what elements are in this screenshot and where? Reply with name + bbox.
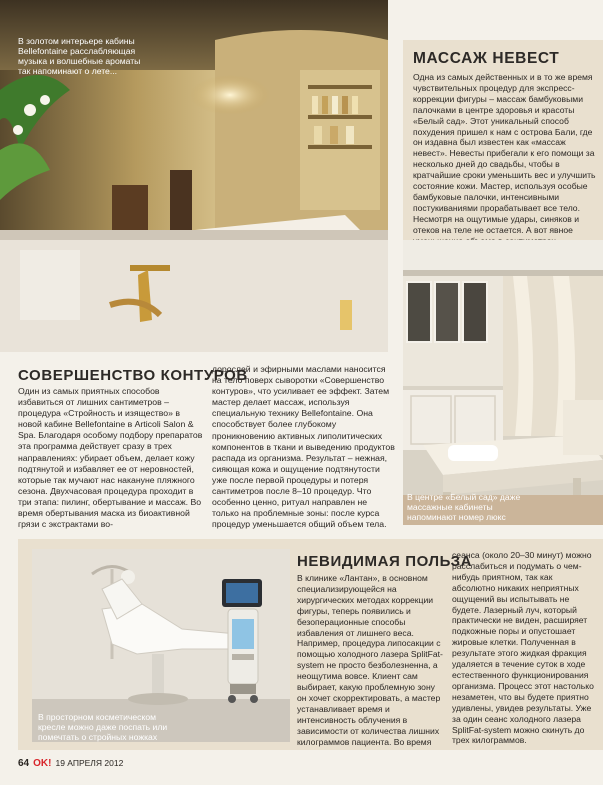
- photo-golden-cabin: [0, 0, 388, 352]
- invisible-column-1: В клинике «Лантан», в основном специализирующейся на хирургических методах коррекции фигуры, теперь появились и безоперационные способы избавления от лишнего веса. Например, процедура липосакции с помощью холодного лазера SplitFat-system не просто безболезненна, а неощутима вовсе. Клиент сам выбирает, какую проблемную зону он хочет скорректировать, а мастер устанавливает время и интенсивность облучения в зависимости от количества лишних килограммов пациента. Во время: [297, 573, 443, 747]
- invisible-column-2: сеанса (около 20–30 минут) можно расслабиться и подумать о чем-нибудь приятном, так как абсолютно никаких неприятных ощущений вы испытывать не будете. Лазерный луч, который практически не виден, расширяет подкожные поры и опустошает жировые клетки. Полученная в результате этого жидкая фракция удаляется в течение суток в ходе естественного функционирования организма. Процесс этот настолько незаметен, что вы будете приятно удивлены, увидев результаты. Уже за один сеанс холодного лазера SplitFat-system можно скинуть до трех килограммов.: [452, 550, 594, 746]
- contours-column-2: дорослей и эфирными маслами наносится на тело поверх сыворотки «Совершенство контуров», что усиливает ее эффект. Затем мастер делает массаж, используя специальную технику Bellefontaine. Она способствует более глубокому проникновению активных липолитических компонентов в ткани и выведению продуктов распада из организма. Результат – нежная, сияющая кожа и ощущение подтянутости уже после первой процедуры и потеря сантиметров после 8–10 процедур. Что особенно ценно, ритуал направлен не только на проблемные зоны: после курса процедур уменьшается общий объем тела.: [212, 364, 395, 530]
- magazine-logo: OK!: [33, 758, 52, 769]
- photo-cosmetic-chair-caption: В просторном косметическом кресле можно даже поспать или помечтать о стройных ножках: [38, 712, 168, 742]
- photo-golden-cabin-caption: В золотом интерьере кабины Bellefontaine расслабляющая музыка и волшебные ароматы так напоминают о лете...: [18, 36, 141, 76]
- contours-column-1: Один из самых приятных способов избавиться от лишних сантиметров – процедура «Стройность и изящество» в новой кабине Bellefontaine в Articoli Salon & Spa. Благодаря особому подбору препаратов эта программа действует сразу в трех направлениях: убирает объем, делает кожу подтянутой и избавляет ее от неровностей, которые так мучают нас накануне пляжного сезона. Двухчасовая процедура проходит в три этапа: пилинг, обертывание и массаж. Во время обертывания маска из биоактивной грязи с экстрактами во-: [18, 386, 203, 530]
- white-room-illustration: [403, 240, 603, 525]
- page-footer: [18, 758, 123, 769]
- photo-white-garden-room-caption: В центре «Белый сад» даже массажные кабинеты напоминают номер люкс: [407, 492, 521, 522]
- issue-date: 19 АПРЕЛЯ 2012: [55, 758, 124, 768]
- contours-title: СОВЕРШЕНСТВО КОНТУРОВ: [18, 367, 248, 384]
- invisible-title: НЕВИДИМАЯ ПОЛЬЗА: [297, 553, 473, 570]
- page-number: 64: [18, 758, 30, 769]
- massage-title: МАССАЖ НЕВЕСТ: [413, 50, 560, 67]
- massage-body: Одна из самых действенных и в то же время чувствительных процедур для экспресс-коррекции фигуры – массаж бамбуковыми палочками в центре здоровья и красоты «Белый сад». Этот уникальный способ похудения пришел к нам с острова Бали, где он издавна был известен как «массаж невест». Невесты прибегали к его помощи за несколько дней до свадьбы, чтобы в кратчайшие сроки уменьшить вес и улучшить состояние кожи. Мастер, используя особые бамбуковые палочки, интенсивными постукиваниями прорабатывает все тело. Несмотря на ощутимые удары, синяков и отеков на теле не остается. А вот явное: [413, 72, 596, 235]
- photo-cosmetic-chair: [32, 549, 290, 742]
- photo-white-garden-room: [403, 240, 603, 525]
